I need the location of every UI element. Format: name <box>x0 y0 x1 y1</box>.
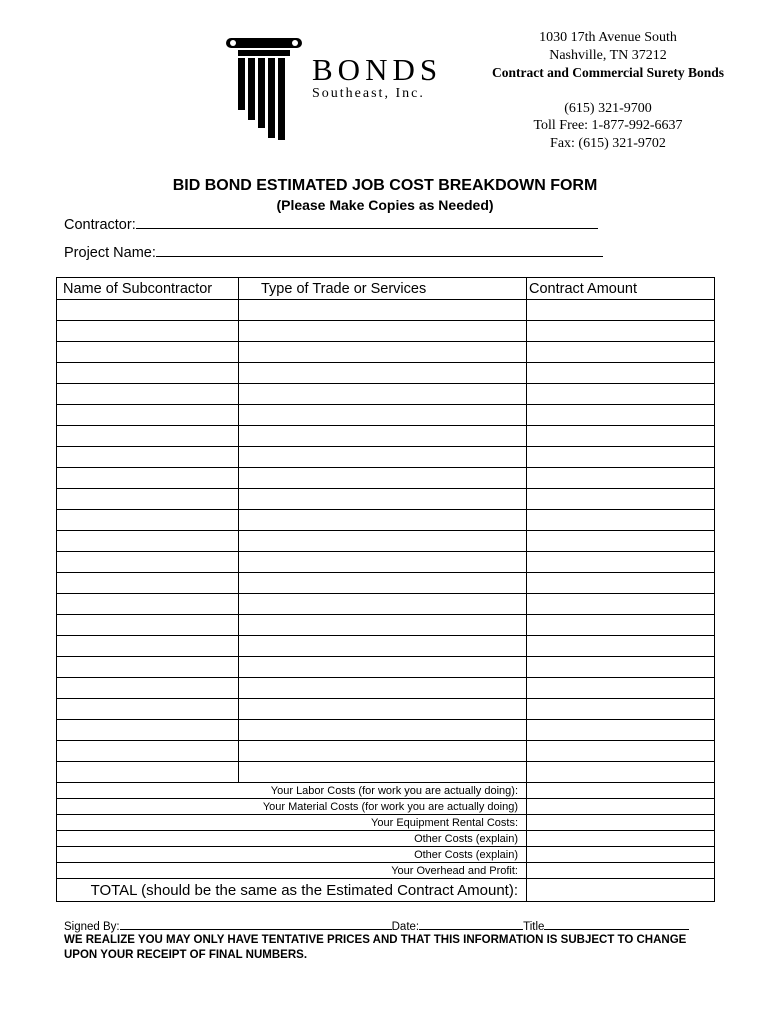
contract-amount-cell[interactable] <box>527 531 715 552</box>
column-icon <box>224 30 314 140</box>
address-line1: 1030 17th Avenue South <box>539 30 677 45</box>
table-row <box>57 552 715 573</box>
contract-amount-cell[interactable] <box>527 426 715 447</box>
project-name-line[interactable] <box>156 242 603 257</box>
phone-number: (615) 321-9700 <box>564 100 652 116</box>
trade-type-cell[interactable] <box>239 573 527 594</box>
project-name-field[interactable] <box>64 242 603 261</box>
project-name-label: Project Name: <box>64 245 156 261</box>
trade-type-cell[interactable] <box>239 699 527 720</box>
subcontractor-name-cell[interactable] <box>57 300 239 321</box>
contract-amount-cell[interactable] <box>527 552 715 573</box>
subcontractor-name-cell[interactable] <box>57 594 239 615</box>
table-row <box>57 657 715 678</box>
totals-label: Your Labor Costs (for work you are actually doing): <box>57 783 527 799</box>
amount-cell[interactable] <box>527 847 715 863</box>
table-row <box>57 510 715 531</box>
trade-type-cell[interactable] <box>239 405 527 426</box>
contract-amount-cell[interactable] <box>527 720 715 741</box>
amount-cell[interactable] <box>527 783 715 799</box>
brand-subname: Southeast, Inc. <box>312 86 425 101</box>
contract-amount-cell[interactable] <box>527 489 715 510</box>
subcontractor-name-cell[interactable] <box>57 552 239 573</box>
contract-amount-cell[interactable] <box>527 384 715 405</box>
total-amount-cell[interactable] <box>527 879 715 902</box>
total-row <box>57 879 715 902</box>
trade-type-cell[interactable] <box>239 321 527 342</box>
subcontractor-name-cell[interactable] <box>57 468 239 489</box>
total-label: TOTAL (should be the same as the Estimated Contract Amount): <box>57 879 527 902</box>
trade-type-cell[interactable] <box>239 657 527 678</box>
trade-type-cell[interactable] <box>239 762 527 783</box>
table-row <box>57 300 715 321</box>
subcontractor-name-cell[interactable] <box>57 405 239 426</box>
subcontractor-name-cell[interactable] <box>57 342 239 363</box>
subcontractor-name-cell[interactable] <box>57 699 239 720</box>
signature-line <box>64 918 689 933</box>
contract-amount-cell[interactable] <box>527 573 715 594</box>
table-row <box>57 699 715 720</box>
subcontractor-name-cell[interactable] <box>57 321 239 342</box>
title-line[interactable] <box>544 918 689 930</box>
date-line[interactable] <box>419 918 523 930</box>
amount-cell[interactable] <box>527 831 715 847</box>
cost-totals-table <box>56 782 714 902</box>
table-row <box>57 615 715 636</box>
subcontractor-name-cell[interactable] <box>57 657 239 678</box>
totals-label: Your Overhead and Profit: <box>57 863 527 879</box>
subcontractor-name-cell[interactable] <box>57 678 239 699</box>
table-row <box>57 741 715 762</box>
contract-amount-cell[interactable] <box>527 594 715 615</box>
trade-type-cell[interactable] <box>239 678 527 699</box>
table-row <box>57 426 715 447</box>
trade-type-cell[interactable] <box>239 594 527 615</box>
trade-type-cell[interactable] <box>239 615 527 636</box>
totals-row <box>57 847 715 863</box>
contract-amount-cell[interactable] <box>527 678 715 699</box>
table-row <box>57 573 715 594</box>
totals-label: Other Costs (explain) <box>57 831 527 847</box>
totals-row <box>57 831 715 847</box>
trade-type-cell[interactable] <box>239 636 527 657</box>
trade-type-cell[interactable] <box>239 552 527 573</box>
contract-amount-cell[interactable] <box>527 405 715 426</box>
fax-number: Fax: (615) 321-9702 <box>550 135 666 151</box>
contract-amount-cell[interactable] <box>527 510 715 531</box>
table-row <box>57 342 715 363</box>
table-row <box>57 363 715 384</box>
signed-by-line[interactable] <box>120 918 392 930</box>
amount-cell[interactable] <box>527 815 715 831</box>
totals-row <box>57 799 715 815</box>
contractor-label: Contractor: <box>64 217 136 233</box>
trade-type-cell[interactable] <box>239 363 527 384</box>
trade-type-cell[interactable] <box>239 720 527 741</box>
subcontractor-name-cell[interactable] <box>57 720 239 741</box>
trade-type-cell[interactable] <box>239 447 527 468</box>
table-row <box>57 447 715 468</box>
table-row <box>57 531 715 552</box>
company-tagline: Contract and Commercial Surety Bonds <box>492 65 724 80</box>
subcontractor-name-cell[interactable] <box>57 573 239 594</box>
disclaimer-notice: WE REALIZE YOU MAY ONLY HAVE TENTATIVE PRICES AND THAT THIS INFORMATION IS SUBJECT TO CHANGE UPON YOUR RECEIPT OF FINAL NUMBERS. <box>64 934 687 961</box>
address-line2: Nashville, TN 37212 <box>549 47 667 63</box>
table-header-row <box>57 278 715 300</box>
subcontractor-name-cell[interactable] <box>57 384 239 405</box>
toll-free-number: Toll Free: 1-877-992-6637 <box>533 118 683 133</box>
contract-amount-cell[interactable] <box>527 447 715 468</box>
contractor-line[interactable] <box>136 214 598 229</box>
contract-amount-cell[interactable] <box>527 468 715 489</box>
subcontractor-name-cell[interactable] <box>57 510 239 531</box>
totals-row <box>57 863 715 879</box>
date-label: Date: <box>391 921 420 933</box>
contractor-field[interactable] <box>64 214 598 233</box>
table-row <box>57 636 715 657</box>
contract-amount-cell[interactable] <box>527 636 715 657</box>
trade-type-cell[interactable] <box>239 300 527 321</box>
totals-label: Your Equipment Rental Costs: <box>57 815 527 831</box>
table-row <box>57 405 715 426</box>
table-row <box>57 594 715 615</box>
totals-label: Your Material Costs (for work you are actually doing) <box>57 799 527 815</box>
table-row <box>57 678 715 699</box>
subcontractor-name-cell[interactable] <box>57 447 239 468</box>
contract-amount-cell[interactable] <box>527 657 715 678</box>
signed-by-label: Signed By: <box>64 921 120 933</box>
trade-type-cell[interactable] <box>239 384 527 405</box>
table-row <box>57 321 715 342</box>
column-header: Type of Trade or Services <box>239 278 527 300</box>
subcontractor-table <box>56 277 714 783</box>
title-label: Title <box>523 921 545 933</box>
column-header: Contract Amount <box>527 278 715 300</box>
form-subtitle: (Please Make Copies as Needed) <box>276 197 494 213</box>
brand-name: BONDS <box>312 52 443 87</box>
table-row <box>57 468 715 489</box>
subcontractor-name-cell[interactable] <box>57 426 239 447</box>
trade-type-cell[interactable] <box>239 510 527 531</box>
totals-row <box>57 815 715 831</box>
trade-type-cell[interactable] <box>239 468 527 489</box>
trade-type-cell[interactable] <box>239 426 527 447</box>
trade-type-cell[interactable] <box>239 342 527 363</box>
table-row <box>57 489 715 510</box>
contract-amount-cell[interactable] <box>527 342 715 363</box>
table-row <box>57 384 715 405</box>
form-title: BID BOND ESTIMATED JOB COST BREAKDOWN FORM <box>172 177 598 194</box>
contract-amount-cell[interactable] <box>527 699 715 720</box>
subcontractor-name-cell[interactable] <box>57 615 239 636</box>
contract-amount-cell[interactable] <box>527 321 715 342</box>
contract-amount-cell[interactable] <box>527 300 715 321</box>
trade-type-cell[interactable] <box>239 489 527 510</box>
subcontractor-name-cell[interactable] <box>57 762 239 783</box>
subcontractor-name-cell[interactable] <box>57 489 239 510</box>
contract-amount-cell[interactable] <box>527 741 715 762</box>
totals-row <box>57 783 715 799</box>
contract-amount-cell[interactable] <box>527 762 715 783</box>
subcontractor-name-cell[interactable] <box>57 741 239 762</box>
amount-cell[interactable] <box>527 799 715 815</box>
trade-type-cell[interactable] <box>239 741 527 762</box>
contract-amount-cell[interactable] <box>527 363 715 384</box>
contract-amount-cell[interactable] <box>527 615 715 636</box>
amount-cell[interactable] <box>527 863 715 879</box>
trade-type-cell[interactable] <box>239 531 527 552</box>
subcontractor-name-cell[interactable] <box>57 636 239 657</box>
table-row <box>57 720 715 741</box>
company-logo <box>224 30 464 140</box>
subcontractor-name-cell[interactable] <box>57 531 239 552</box>
address-block <box>460 29 756 152</box>
column-header: Name of Subcontractor <box>57 278 239 300</box>
totals-label: Other Costs (explain) <box>57 847 527 863</box>
table-row <box>57 762 715 783</box>
subcontractor-name-cell[interactable] <box>57 363 239 384</box>
